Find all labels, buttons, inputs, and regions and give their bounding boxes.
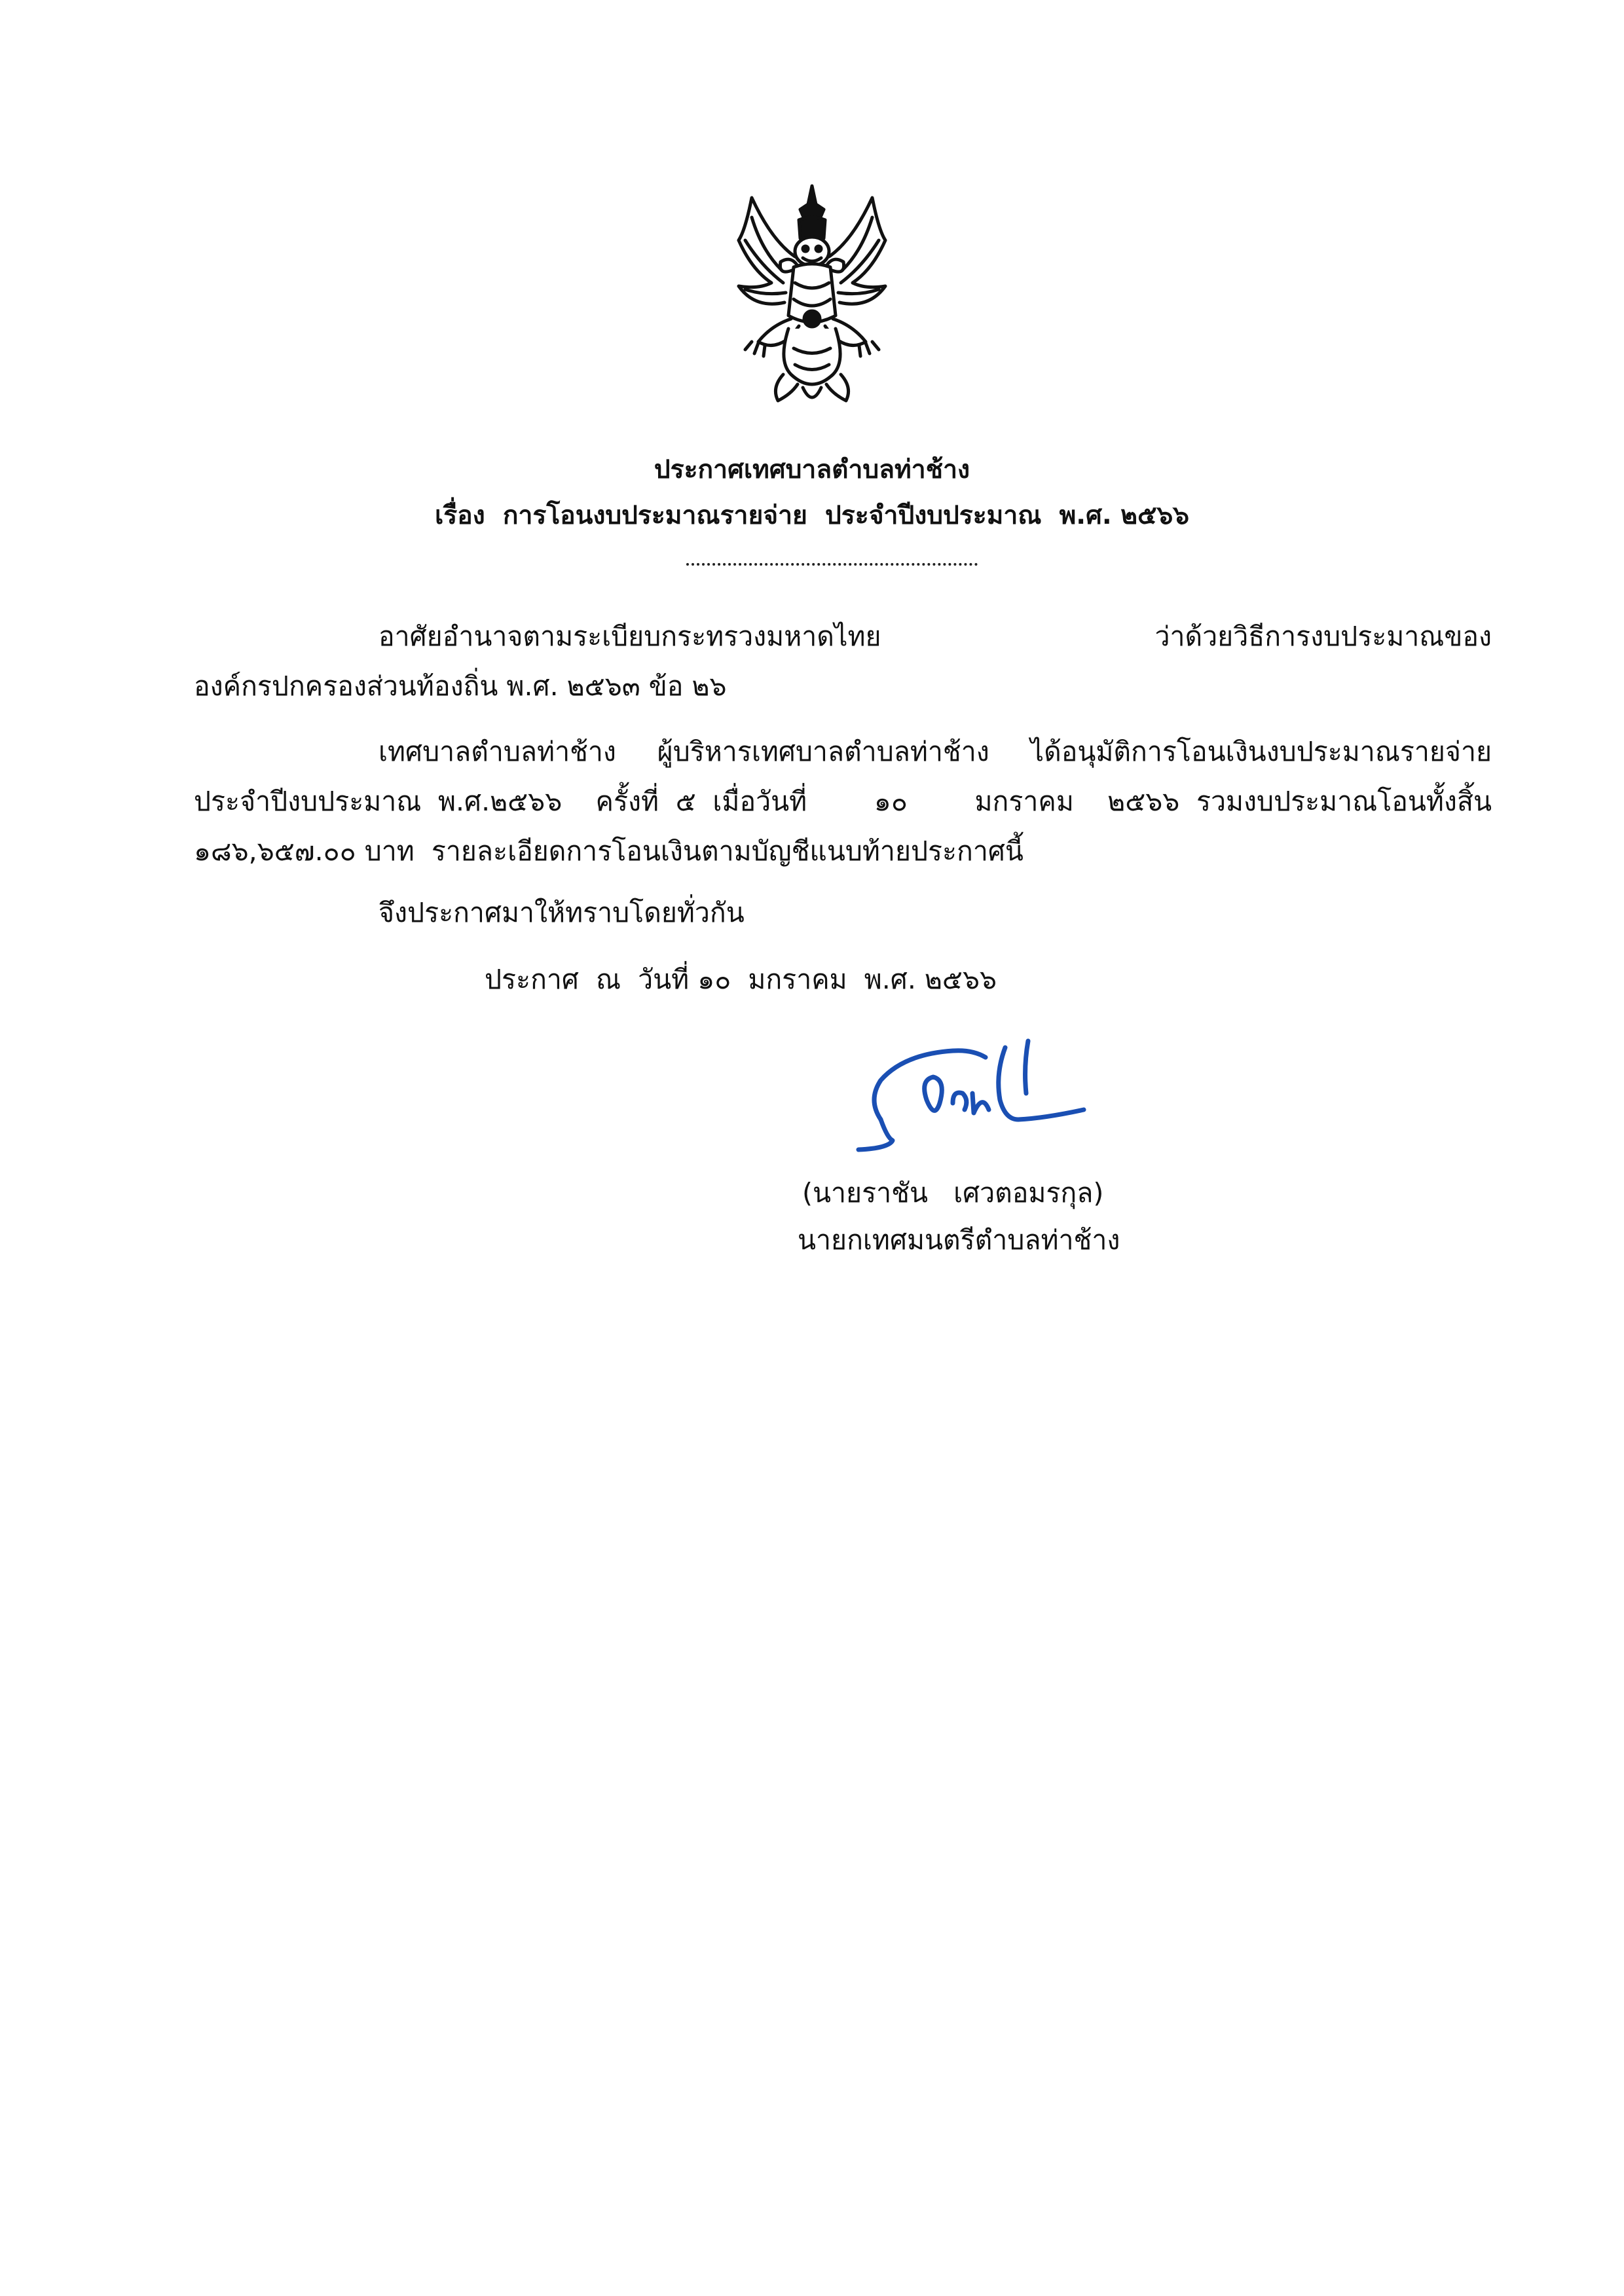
dotted-divider	[686, 563, 978, 566]
paragraph-1-line-1: อาศัยอำนาจตามระเบียบกระทรวงมหาดไทย ว่าด้วยวิธีการงบประมาณของ	[378, 621, 1492, 652]
signer-position: นายกเทศมนตรีตำบลท่าช้าง	[798, 1224, 1120, 1256]
paragraph-1-line-2: องค์กรปกครองส่วนท้องถิ่น พ.ศ. ๒๕๖๓ ข้อ ๒๖	[194, 670, 727, 702]
handwritten-signature	[855, 1028, 1090, 1159]
announcement-date: ประกาศ ณ วันที่ ๑๐ มกราคม พ.ศ. ๒๕๖๖	[485, 964, 997, 995]
announcement-title: ประกาศเทศบาลตำบลท่าช้าง	[654, 455, 970, 484]
signer-name: (นายราชัน เศวตอมรกุล)	[802, 1177, 1104, 1209]
paragraph-2-line-2: ประจำปีงบประมาณ พ.ศ.๒๕๖๖ ครั้งที่ ๕ เมื่อวันที่ ๑๐ มกราคม ๒๕๖๖ รวมงบประมาณโอนทั้งสิ้น	[194, 786, 1492, 817]
announcement-subject: เรื่อง การโอนงบประมาณรายจ่าย ประจำปีงบประมาณ พ.ศ. ๒๕๖๖	[434, 501, 1190, 530]
garuda-emblem-icon	[726, 178, 899, 410]
paragraph-2-line-1: เทศบาลตำบลท่าช้าง ผู้บริหารเทศบาลตำบลท่าช้าง ได้อนุมัติการโอนเงินงบประมาณรายจ่าย	[378, 736, 1492, 767]
closing-statement: จึงประกาศมาให้ทราบโดยทั่วกัน	[378, 897, 745, 928]
paragraph-2-line-3: ๑๘๖,๖๕๗.๐๐ บาท รายละเอียดการโอนเงินตามบัญชีแนบท้ายประกาศนี้	[194, 835, 1024, 867]
